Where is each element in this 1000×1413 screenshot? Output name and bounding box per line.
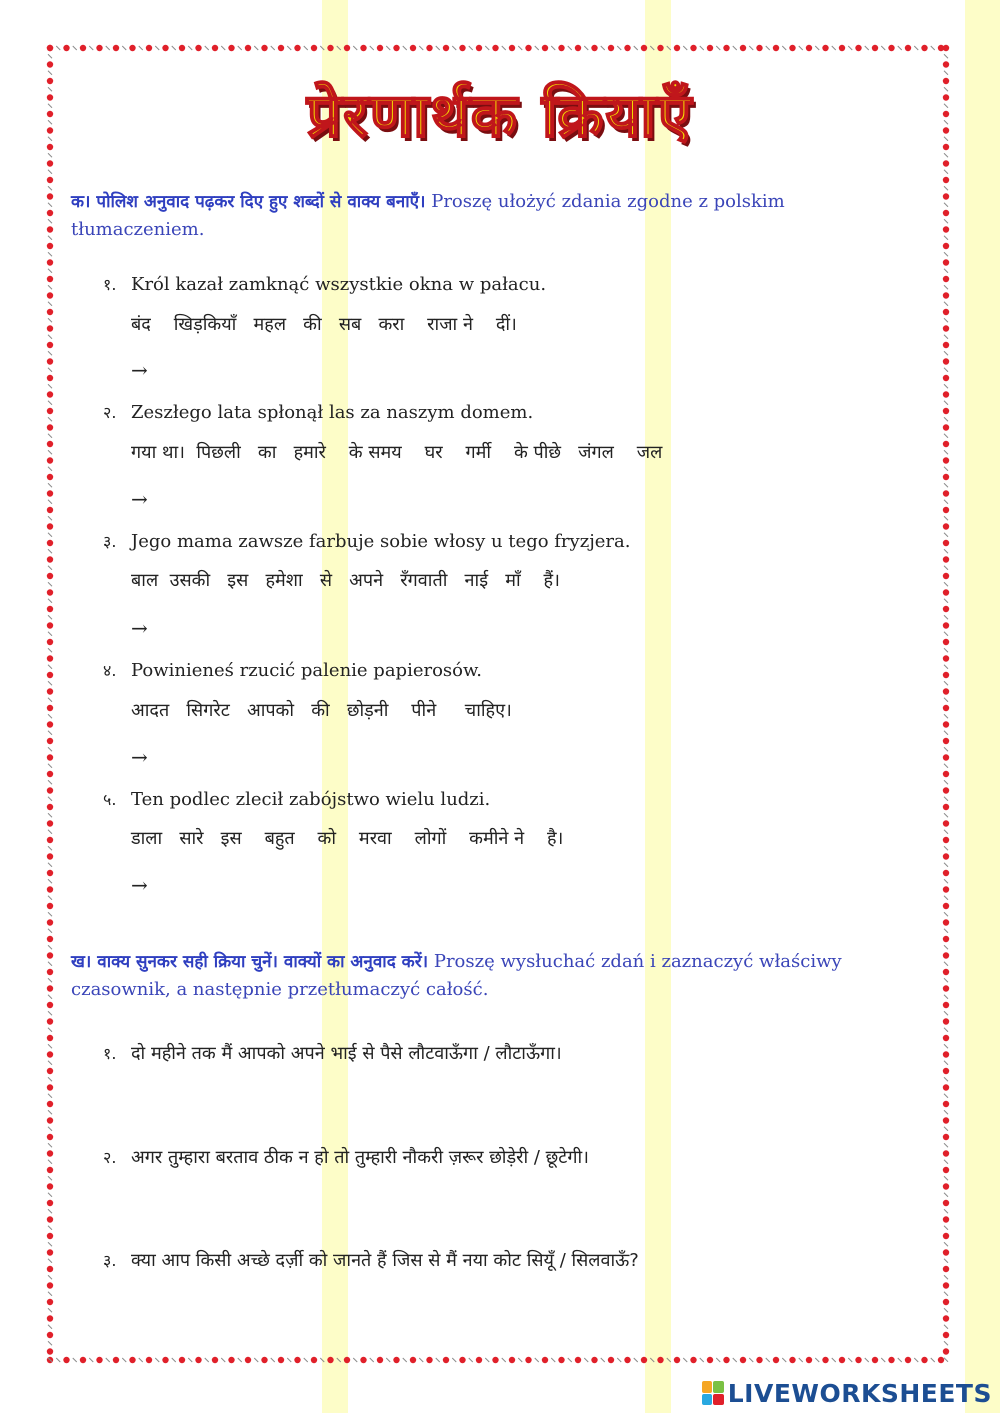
list-item[interactable] [103, 1145, 589, 1169]
polish-sentence: Król kazał zamknąć wszystkie okna w pałacu. [131, 274, 547, 295]
section-b-heading: ख। वाक्य सुनकर सही क्रिया चुनें। वाक्यों का अनुवाद करें। [71, 952, 429, 972]
answer-arrow[interactable]: → [131, 745, 148, 769]
word-bank: बंद खिड़कियाँ महल की सब करा राजा ने दीं। [131, 314, 517, 335]
section-b-instruction [71, 948, 891, 1004]
logo-text: LIVEWORKSHEETS [727, 1378, 992, 1408]
item-number: २. [103, 403, 117, 422]
item-number: ३. [103, 1251, 117, 1270]
section-a-instruction [71, 188, 891, 244]
item-number: ५. [103, 790, 117, 809]
polish-sentence: Ten podlec zlecił zabójstwo wielu ludzi. [131, 789, 491, 810]
word-bank: डाला सारे इस बहुत को मरवा लोगों कमीने ने है। [131, 828, 564, 849]
polish-sentence: Jego mama zawsze farbuje sobie włosy u tego fryzjera. [131, 531, 631, 552]
list-item [103, 788, 490, 810]
section-a-polish: Proszę ułożyć zdania zgodne z polskim tłumaczeniem. [71, 191, 785, 240]
item-number: १. [103, 275, 117, 294]
item-number: ४. [103, 661, 117, 680]
page-title: प्रेरणार्थक क्रियाएँ [306, 81, 694, 151]
list-item[interactable] [103, 1248, 639, 1272]
list-item [103, 530, 630, 552]
list-item [103, 659, 482, 681]
word-bank: गया था। पिछली का हमारे के समय घर गर्मी के पीछे जंगल जल [131, 442, 663, 463]
liveworksheets-logo[interactable] [702, 1378, 992, 1408]
item-number: १. [103, 1044, 117, 1063]
hindi-sentence: क्या आप किसी अच्छे दर्ज़ी को जानते हैं जिस से मैं नया कोट सियूँ / सिलवाऊँ? [131, 1250, 639, 1271]
section-b-polish: Proszę wysłuchać zdań i zaznaczyć właściwy czasownik, a następnie przetłumaczyć całość. [71, 951, 842, 1000]
answer-arrow[interactable]: → [131, 358, 148, 382]
polish-sentence: Powinieneś rzucić palenie papierosów. [131, 660, 482, 681]
item-number: ३. [103, 532, 117, 551]
word-bank: आदत सिगरेट आपको की छोड़नी पीने चाहिए। [131, 700, 512, 721]
section-a-heading: क। पोलिश अनुवाद पढ़कर दिए हुए शब्दों से वाक्य बनाएँ। [71, 192, 426, 212]
hindi-sentence: अगर तुम्हारा बरताव ठीक न हो तो तुम्हारी नौकरी ज़रूर छोड़ेरी / छूटेगी। [131, 1147, 589, 1168]
hindi-sentence: दो महीने तक मैं आपको अपने भाई से पैसे लौटवाऊँगा / लौटाऊँगा। [131, 1043, 562, 1064]
word-bank: बाल उसकी इस हमेशा से अपने रँगवाती नाई माँ हैं। [131, 570, 560, 591]
list-item [103, 273, 546, 295]
list-item [103, 401, 533, 423]
polish-sentence: Zeszłego lata spłonął las za naszym domem. [131, 402, 534, 423]
item-number: २. [103, 1148, 117, 1167]
logo-badge-icon [702, 1381, 724, 1405]
answer-arrow[interactable]: → [131, 873, 148, 897]
answer-arrow[interactable]: → [131, 487, 148, 511]
list-item[interactable] [103, 1041, 562, 1065]
answer-arrow[interactable]: → [131, 616, 148, 640]
